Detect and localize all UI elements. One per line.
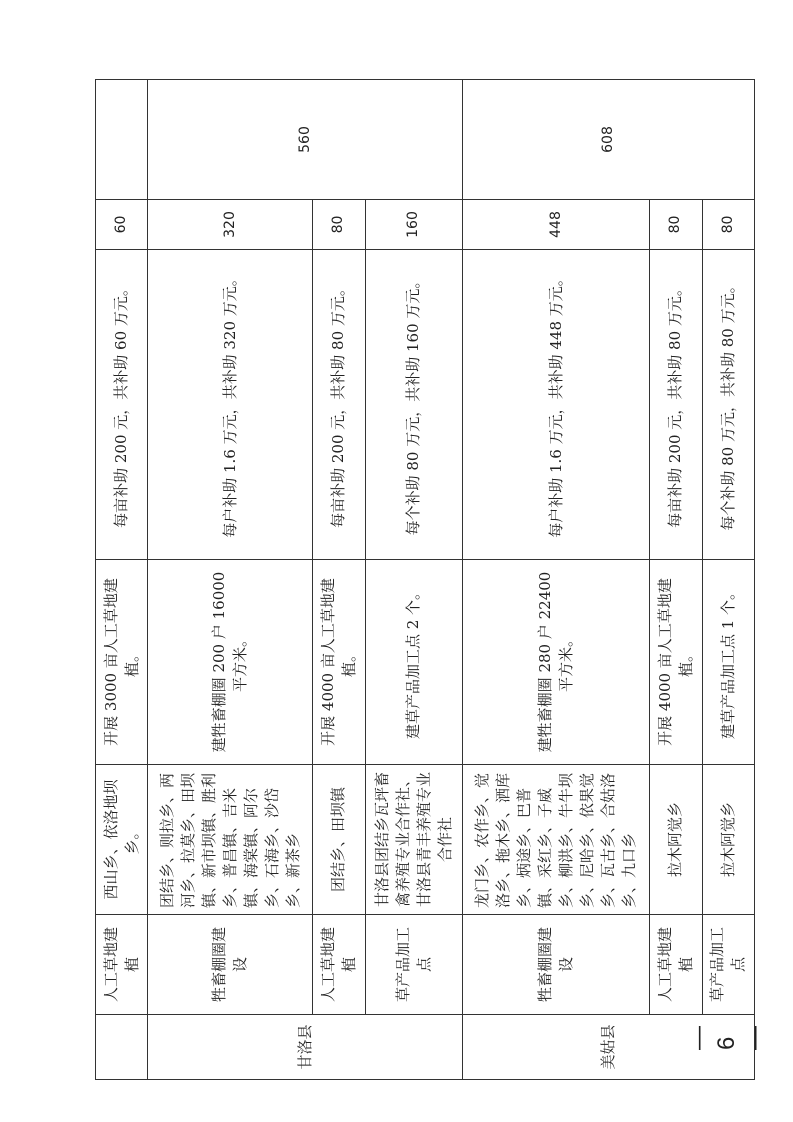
- county-cell: 甘洛县: [148, 1015, 463, 1080]
- project-type-cell: 草产品加工点: [702, 915, 754, 1015]
- standard-cell: 每亩补助 200 元，共补助 80 万元。: [313, 250, 365, 560]
- table-row: [313, 80, 365, 1080]
- area-cell: 拉木阿觉乡: [702, 765, 754, 915]
- area-cell: 甘洛县团结乡瓦坪畜禽养殖专业合作社、甘洛县青丰养殖专业合作社: [365, 765, 462, 915]
- area-cell: 龙门乡、农作乡、觉洛乡、拖木乡、洒库乡、炳途乡、巴普镇、采红乡、子威乡、柳洪乡、牛牛坝乡、尼哈乡、依果觉乡、瓦古乡、合姑洛乡、九口乡: [462, 765, 649, 915]
- project-type-cell: 人工草地建植: [96, 915, 148, 1015]
- page-number: — 6 —: [685, 1024, 768, 1050]
- standard-cell: 每亩补助 200 元，共补助 60 万元。: [96, 250, 148, 560]
- table-row: [148, 80, 313, 1080]
- standard-cell: 每亩补助 200 元，共补助 80 万元。: [650, 250, 702, 560]
- table-row: [96, 80, 148, 1080]
- project-type-cell: 人工草地建植: [650, 915, 702, 1015]
- area-cell: 拉木阿觉乡: [650, 765, 702, 915]
- area-cell: 团结乡、田坝镇: [313, 765, 365, 915]
- total-cell: [96, 80, 148, 200]
- content-cell: 建牲畜棚圈 200 户 16000 平方米。: [148, 560, 313, 765]
- area-cell: 西山乡、依洛地坝乡。: [96, 765, 148, 915]
- content-cell: 建牲畜棚圈 280 户 22400 平方米。: [462, 560, 649, 765]
- content-cell: 建草产品加工点 1 个。: [702, 560, 754, 765]
- table-row: [702, 80, 754, 1080]
- amount-cell: 160: [365, 200, 462, 250]
- subsidy-table: [95, 79, 755, 1080]
- county-cell: 美姑县: [462, 1015, 754, 1080]
- standard-cell: 每户补助 1.6 万元，共补助 320 万元。: [148, 250, 313, 560]
- total-cell: 560: [148, 80, 463, 200]
- project-type-cell: 牲畜棚圈建设: [462, 915, 649, 1015]
- county-cell: [96, 1015, 148, 1080]
- standard-cell: 每个补助 80 万元，共补助 160 万元。: [365, 250, 462, 560]
- amount-cell: 448: [462, 200, 649, 250]
- project-type-cell: 牲畜棚圈建设: [148, 915, 313, 1015]
- amount-cell: 80: [702, 200, 754, 250]
- rotated-table-wrapper: [95, 80, 755, 1080]
- content-cell: 开展 4000 亩人工草地建植。: [650, 560, 702, 765]
- content-cell: 开展 3000 亩人工草地建植。: [96, 560, 148, 765]
- table-row: [650, 80, 702, 1080]
- project-type-cell: 人工草地建植: [313, 915, 365, 1015]
- project-type-cell: 草产品加工点: [365, 915, 462, 1015]
- standard-cell: 每个补助 80 万元，共补助 80 万元。: [702, 250, 754, 560]
- amount-cell: 60: [96, 200, 148, 250]
- area-cell: 团结乡、则拉乡、两河乡、拉莫乡、田坝镇、新市坝镇、胜利乡、普昌镇、吉米镇、海棠镇、阿尔乡、石海乡、沙岱乡、新茶乡: [148, 765, 313, 915]
- content-cell: 开展 4000 亩人工草地建植。: [313, 560, 365, 765]
- amount-cell: 320: [148, 200, 313, 250]
- table-row: [365, 80, 462, 1080]
- table-row: [462, 80, 649, 1080]
- amount-cell: 80: [650, 200, 702, 250]
- total-cell: 608: [462, 80, 754, 200]
- amount-cell: 80: [313, 200, 365, 250]
- standard-cell: 每户补助 1.6 万元，共补助 448 万元。: [462, 250, 649, 560]
- content-cell: 建草产品加工点 2 个。: [365, 560, 462, 765]
